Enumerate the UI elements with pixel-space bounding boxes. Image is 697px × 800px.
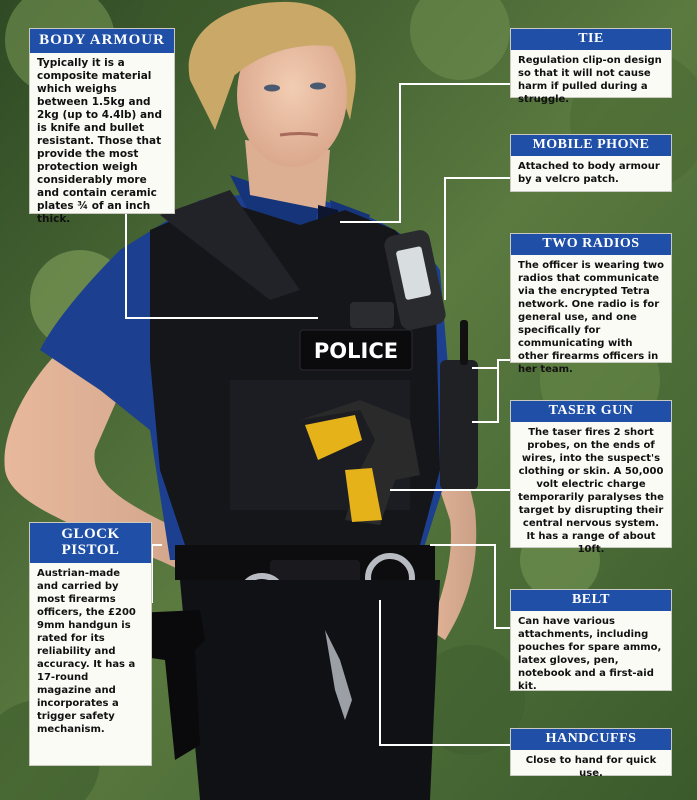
callout-handcuffs-text: Close to hand for quick use.	[525, 754, 657, 779]
callout-belt	[510, 589, 672, 691]
callout-taser-gun-title: TASER GUN	[511, 401, 671, 422]
callout-belt-title: BELT	[511, 590, 671, 611]
radio-one	[440, 360, 478, 490]
callout-glock-pistol	[29, 522, 152, 766]
left-eye	[264, 85, 280, 92]
callout-glock-pistol-text: Austrian-made and carried by most firearms officers, the £200 9mm handgun is rated for its reliability and accuracy. It has a 17-round magazine and incorporates a trigger safety mechanism.	[37, 567, 136, 735]
callout-belt-text: Can have various attachments, including pouches for spare ammo, latex gloves, pen, notebook and a first-aid kit.	[518, 615, 662, 692]
callout-taser-gun	[510, 400, 672, 555]
mouth	[280, 134, 318, 136]
callout-mobile-phone-text: Attached to body armour by a velcro patch.	[518, 160, 660, 185]
callout-mobile-phone-title: MOBILE PHONE	[511, 135, 671, 156]
callout-tie-title: TIE	[511, 29, 671, 50]
callout-two-radios-text: The officer is wearing two radios that communicate via the encrypted Tetra network. One radio is for general use, and one specifically for communicating with other firearms officers in her team.	[518, 259, 664, 375]
callout-body-armour-title	[30, 29, 174, 53]
right-eye	[310, 83, 326, 90]
callout-body-armour-text: Typically it is a composite material which weighs between 1.5kg and 2kg (up to 4.4lb) and is knife and bullet resistant. Those that provide the most protection weigh considerably more and contain ceramic plates ¾ of an inch thick.	[37, 56, 163, 225]
callout-handcuffs	[510, 728, 672, 779]
callout-mobile-phone	[510, 134, 672, 192]
trousers	[180, 580, 440, 800]
callout-glock-pistol-title-text: GLOCK PISTOL	[61, 526, 120, 558]
callout-glock-pistol-title	[30, 523, 151, 563]
callout-handcuffs-title: HANDCUFFS	[511, 729, 671, 750]
callout-two-radios	[510, 233, 672, 375]
radio-antenna	[460, 320, 468, 365]
callout-tie	[510, 28, 672, 105]
radio-two	[350, 302, 394, 328]
callout-taser-gun-text: The taser fires 2 short probes, on the ends of wires, into the suspect's clothing or skin. A 50,000 volt electric charge temporarily paralyses the target by disrupting their central nervous system. It has a range of about 10ft.	[518, 426, 664, 555]
callout-body-armour	[29, 28, 175, 225]
callout-two-radios-title: TWO RADIOS	[511, 234, 671, 255]
police-patch-text: POLICE	[313, 339, 399, 363]
callout-body-armour-title-text: BODY ARMOUR	[39, 32, 165, 48]
callout-tie-text: Regulation clip-on design so that it will not cause harm if pulled during a struggle.	[518, 54, 662, 105]
